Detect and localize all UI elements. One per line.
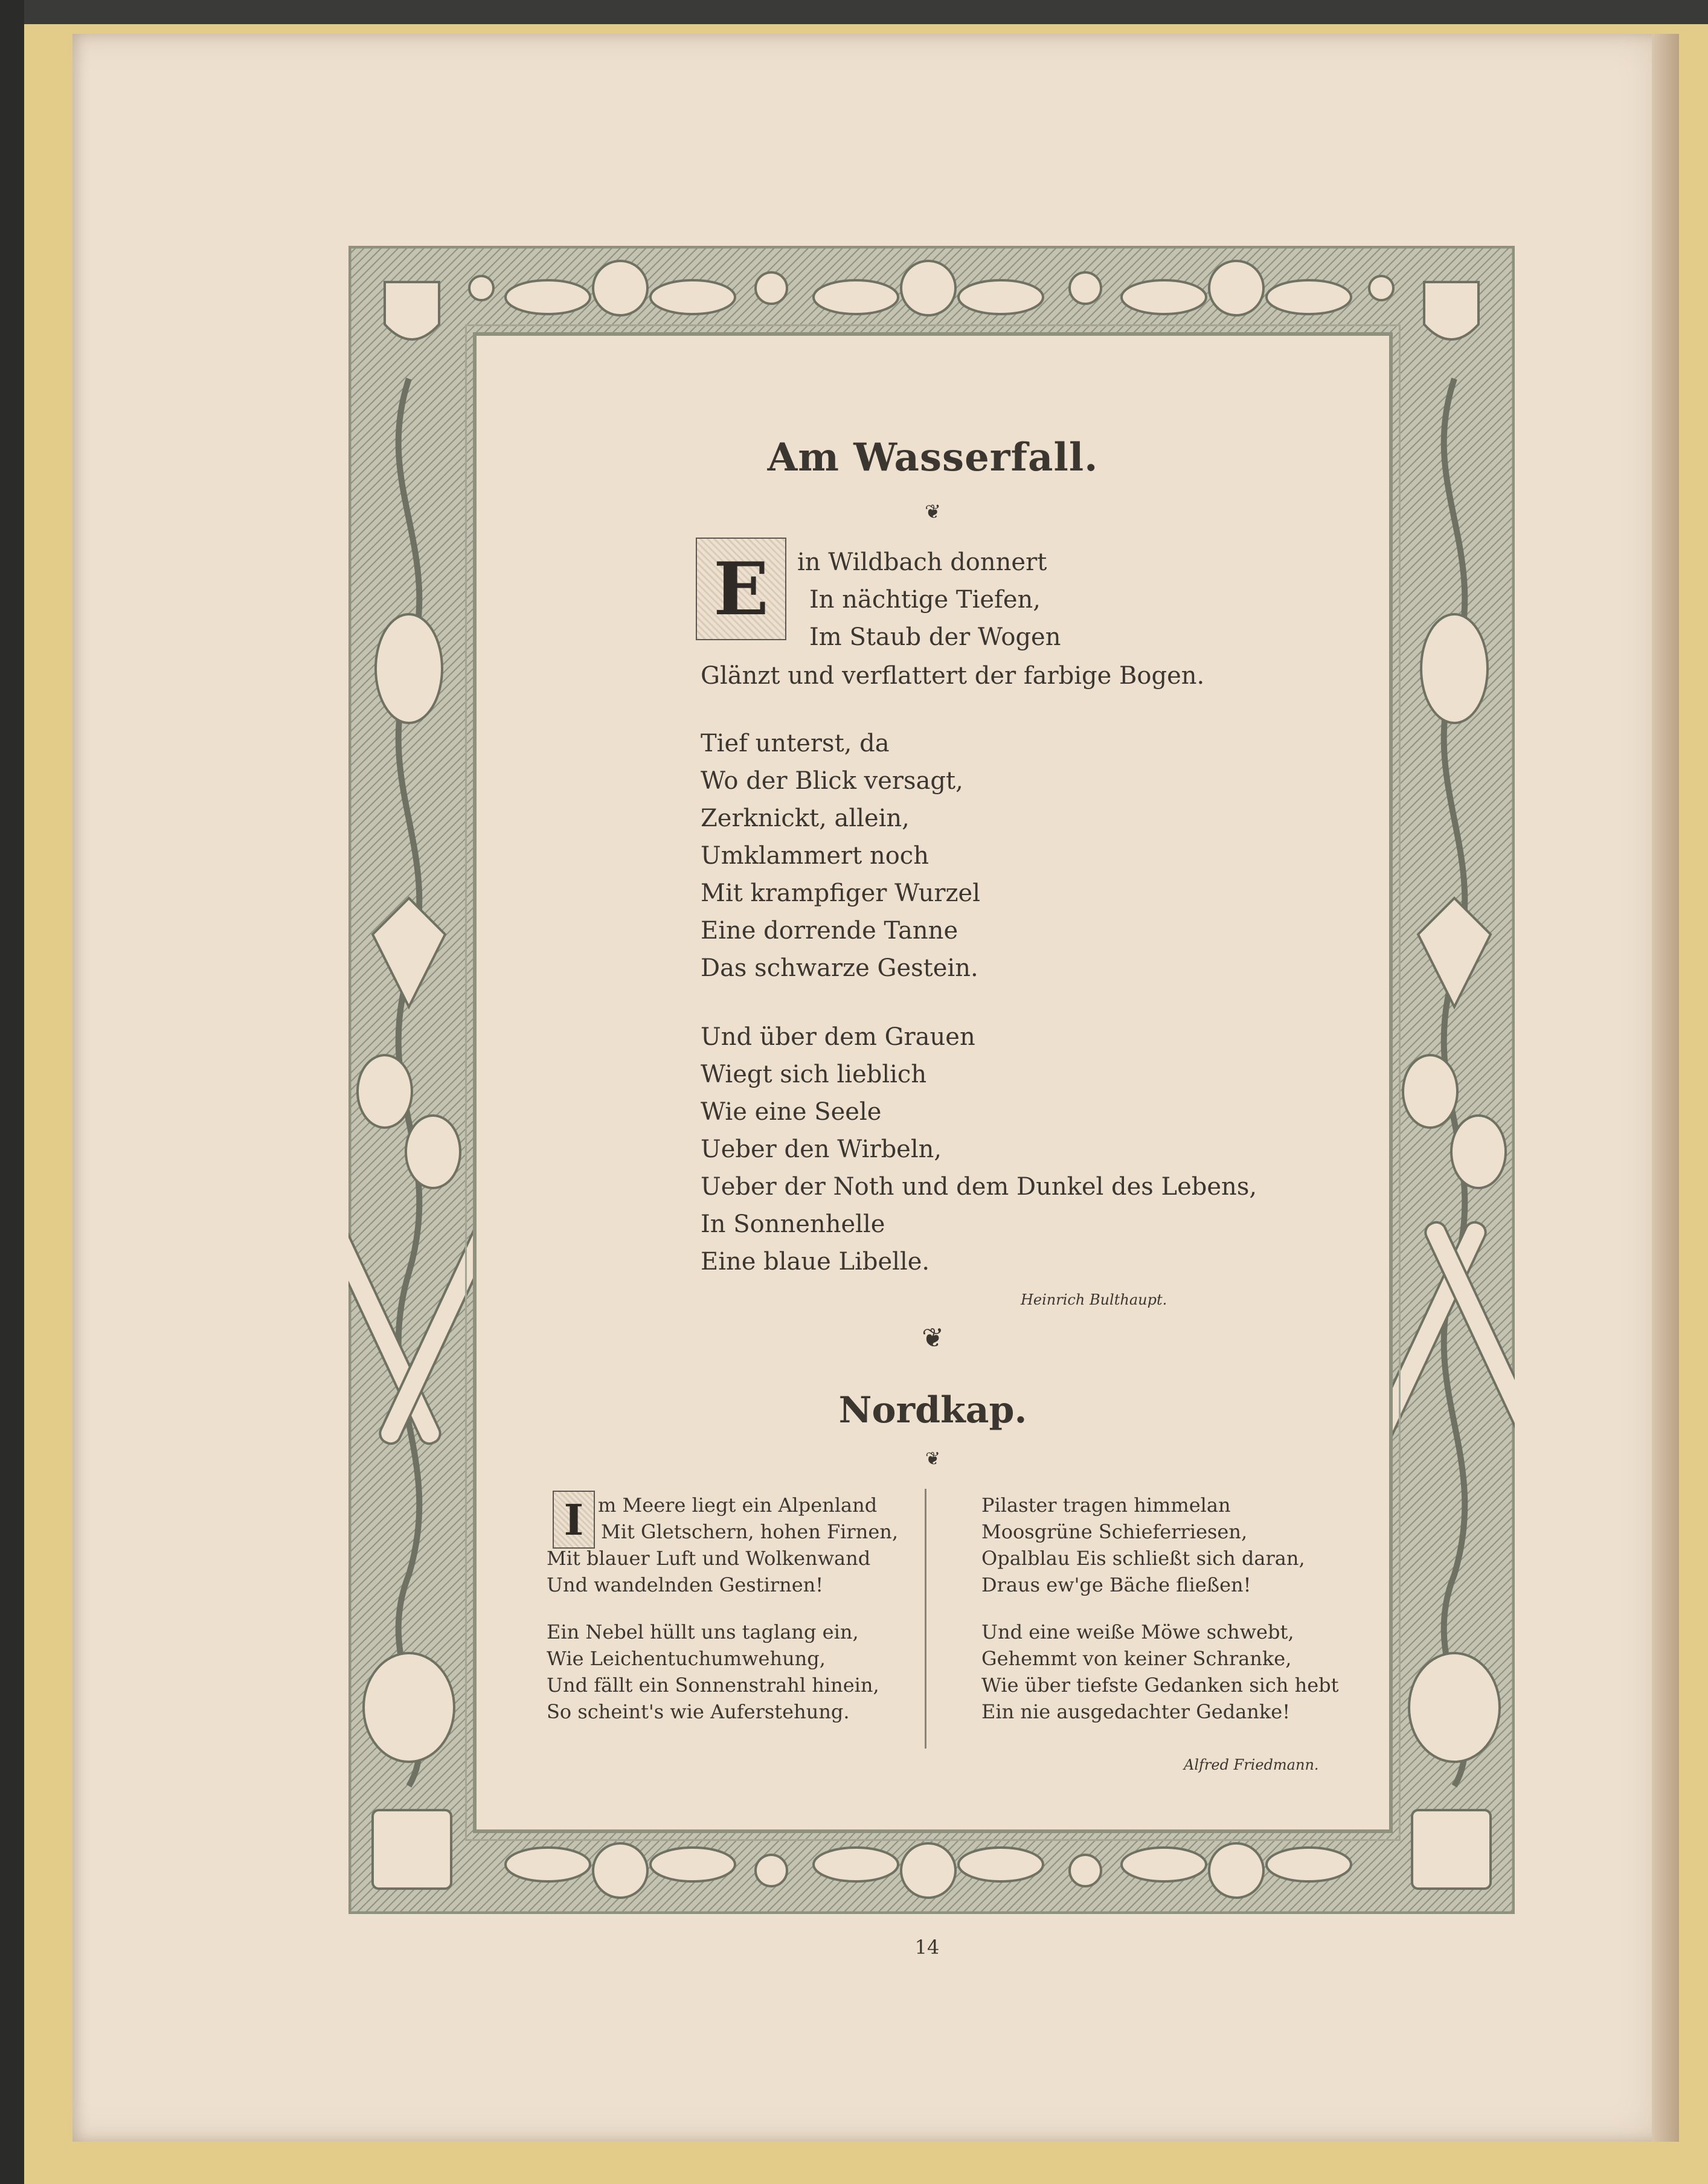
drop-cap: E bbox=[696, 538, 786, 640]
stanza: Und über dem Grauen Wiegt sich lieblich Wie eine Seele Ueber den Wirbeln, Ueber der Noth und dem Dunkel des Lebens, In Sonnenhelle Eine blaue Libelle. bbox=[701, 1023, 1257, 1276]
poem-author: Heinrich Bulthaupt. bbox=[1021, 1291, 1167, 1308]
verse-lines: In nächtige Tiefen, Im Staub der Wogen bbox=[809, 586, 1061, 651]
poem-title: Nordkap. bbox=[838, 1389, 1027, 1431]
drop-cap: I bbox=[553, 1491, 595, 1549]
verse-line: Glänzt und verflattert der farbige Bogen. bbox=[701, 662, 1205, 690]
book-spine bbox=[0, 0, 24, 2184]
stanza: Und eine weiße Möwe schwebt, Gehemmt von keiner Schranke, Wie über tiefste Gedanken sich hebt Ein nie ausgedachter Gedanke! bbox=[981, 1620, 1339, 1723]
poem-title: Am Wasserfall. bbox=[767, 435, 1099, 480]
poem-author: Alfred Friedmann. bbox=[1184, 1756, 1319, 1773]
fleuron-icon: ❦ bbox=[925, 1448, 941, 1469]
column-divider bbox=[925, 1489, 926, 1749]
fleuron-icon: ❦ bbox=[922, 1323, 944, 1354]
verse-line: Mit Gletschern, hohen Firnen, bbox=[601, 1520, 899, 1543]
verse-line: m Meere liegt ein Alpenland bbox=[598, 1494, 878, 1517]
page-gutter bbox=[1652, 34, 1679, 2142]
stanza: Tief unterst, da Wo der Blick versagt, Zerknickt, allein, Umklammert noch Mit krampfiger Wurzel Eine dorrende Tanne Das schwarze Gestein. bbox=[701, 730, 980, 982]
stanza: Ein Nebel hüllt uns taglang ein, Wie Leichentuchumwehung, Und fällt ein Sonnenstrahl hinein, So scheint's wie Auferstehung. bbox=[547, 1620, 879, 1723]
stanza: Pilaster tragen himmelan Moosgrüne Schieferriesen, Opalblau Eis schließt sich daran, Draus ew'ge Bäche fließen! bbox=[981, 1494, 1305, 1596]
fleuron-icon: ❦ bbox=[925, 500, 941, 523]
stanza: Mit blauer Luft und Wolkenwand Und wandelnden Gestirnen! bbox=[547, 1547, 871, 1596]
verse-line: in Wildbach donnert bbox=[797, 548, 1047, 576]
page-number: 14 bbox=[914, 1936, 940, 1959]
